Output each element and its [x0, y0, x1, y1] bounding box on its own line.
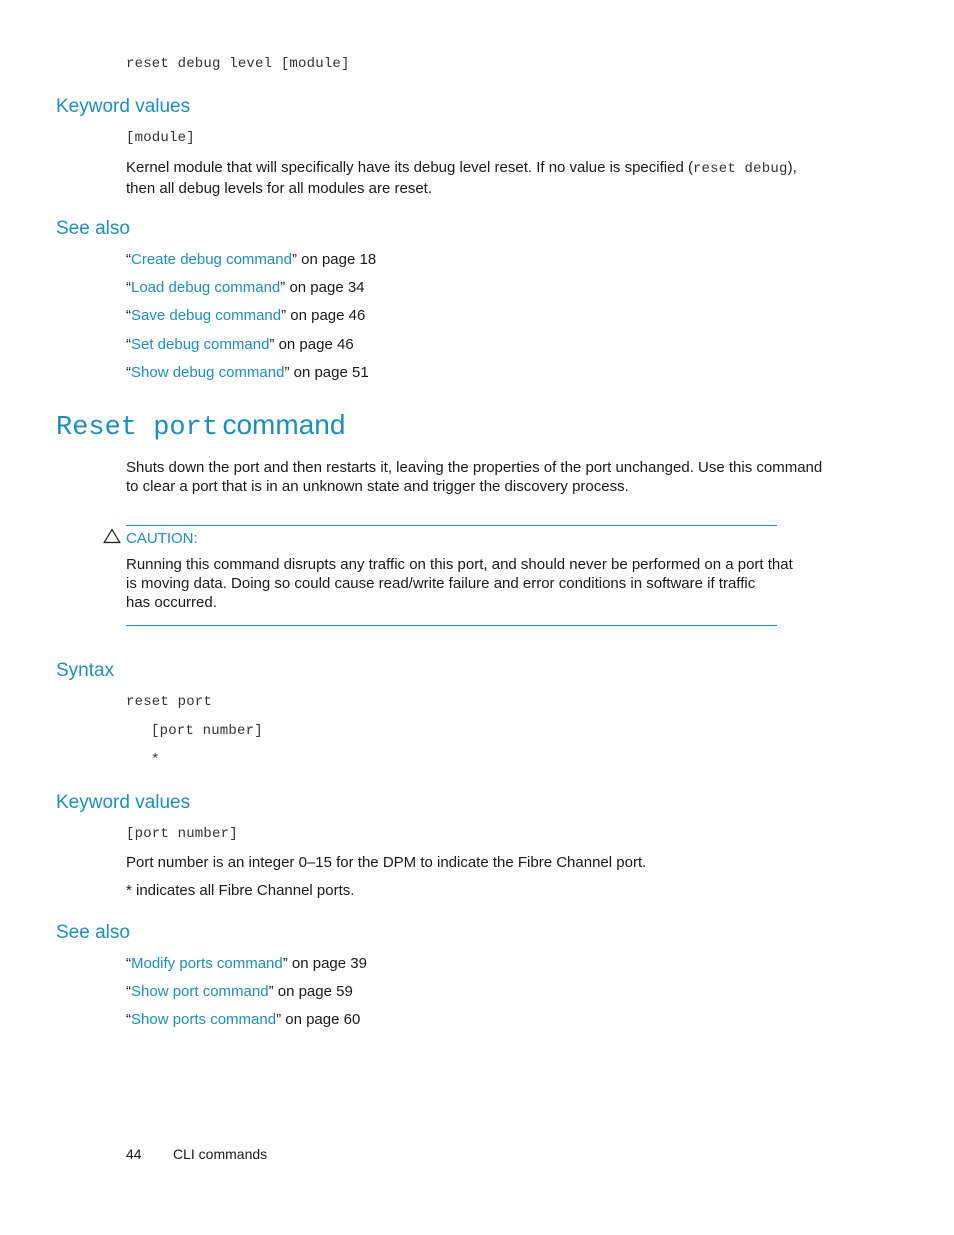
- page-ref: ” on page 51: [284, 364, 369, 381]
- caution-top-rule: [126, 525, 777, 526]
- load-debug-command-link[interactable]: Load debug command: [131, 279, 281, 296]
- top-syntax-line: reset debug level [module]: [126, 56, 350, 72]
- save-debug-command-link[interactable]: Save debug command: [131, 307, 282, 324]
- syntax-line-1: reset port: [126, 694, 213, 710]
- show-debug-command-link[interactable]: Show debug command: [131, 364, 285, 381]
- page-ref: ” on page 39: [282, 955, 367, 972]
- modify-ports-command-link[interactable]: Modify ports command: [131, 955, 283, 972]
- page-ref: ” on page 34: [280, 279, 365, 296]
- caution-text: [126, 555, 793, 612]
- page-number: 44: [126, 1146, 142, 1162]
- module-param: [module]: [126, 130, 195, 146]
- see-also-item: “Save debug command” on page 46: [126, 307, 366, 324]
- page-ref: ” on page 46: [281, 307, 366, 324]
- section-title: [56, 409, 345, 443]
- see-also-heading: See also: [56, 218, 130, 239]
- section-intro: [126, 458, 822, 496]
- page-ref: ” on page 59: [268, 983, 353, 1000]
- see-also-item: “Show debug command” on page 51: [126, 364, 369, 381]
- caution-line-2: is moving data. Doing so could cause read/write failure and error conditions in software if traffic: [126, 575, 756, 592]
- set-debug-command-link[interactable]: Set debug command: [131, 336, 270, 353]
- port-number-description: Port number is an integer 0–15 for the DPM to indicate the Fibre Channel port.: [126, 854, 647, 871]
- section-title-code: Reset port: [56, 413, 219, 443]
- module-desc-text: Kernel module that will specifically have its debug level reset. If no value is specified (: [126, 159, 693, 176]
- keyword-values-heading: Keyword values: [56, 96, 191, 117]
- page-ref: ” on page 46: [269, 336, 354, 353]
- caution-line-1: Running this command disrupts any traffic on this port, and should never be performed on a port that: [126, 556, 793, 573]
- see-also-item: “Set debug command” on page 46: [126, 336, 354, 353]
- syntax-line-2: [port number]: [151, 723, 263, 739]
- chapter-name: CLI commands: [173, 1146, 268, 1162]
- page-ref: ” on page 18: [291, 251, 377, 268]
- see-also-item: “Show port command” on page 59: [126, 983, 353, 1000]
- see-also-item: “Show ports command” on page 60: [126, 1011, 361, 1028]
- module-desc-close: ),: [787, 159, 797, 176]
- keyword-values-heading: Keyword values: [56, 792, 191, 813]
- section-title-word: command: [222, 409, 346, 440]
- module-desc-line2: then all debug levels for all modules are reset.: [126, 180, 433, 197]
- caution-line-3: has occurred.: [126, 594, 217, 611]
- create-debug-command-link[interactable]: Create debug command: [131, 251, 292, 268]
- warning-triangle-icon: [103, 528, 121, 549]
- see-also-item: “Create debug command” on page 18: [126, 251, 377, 268]
- see-also-item: “Modify ports command” on page 39: [126, 955, 367, 972]
- module-description: [126, 158, 797, 198]
- port-number-param: [port number]: [126, 826, 238, 842]
- page-ref: ” on page 60: [276, 1011, 361, 1028]
- caution-bottom-rule: [126, 625, 777, 626]
- intro-line-2: to clear a port that is in an unknown state and trigger the discovery process.: [126, 478, 629, 495]
- see-also-heading: See also: [56, 922, 130, 943]
- see-also-item: “Load debug command” on page 34: [126, 279, 365, 296]
- intro-line-1: Shuts down the port and then restarts it, leaving the properties of the port unchanged. Use this command: [126, 459, 823, 476]
- show-port-command-link[interactable]: Show port command: [131, 983, 269, 1000]
- all-ports-description: * indicates all Fibre Channel ports.: [126, 882, 355, 899]
- module-desc-code: reset debug: [692, 161, 788, 177]
- caution-label: CAUTION:: [126, 530, 198, 547]
- show-ports-command-link[interactable]: Show ports command: [131, 1011, 277, 1028]
- syntax-heading: Syntax: [56, 660, 115, 681]
- syntax-line-3: *: [151, 752, 160, 768]
